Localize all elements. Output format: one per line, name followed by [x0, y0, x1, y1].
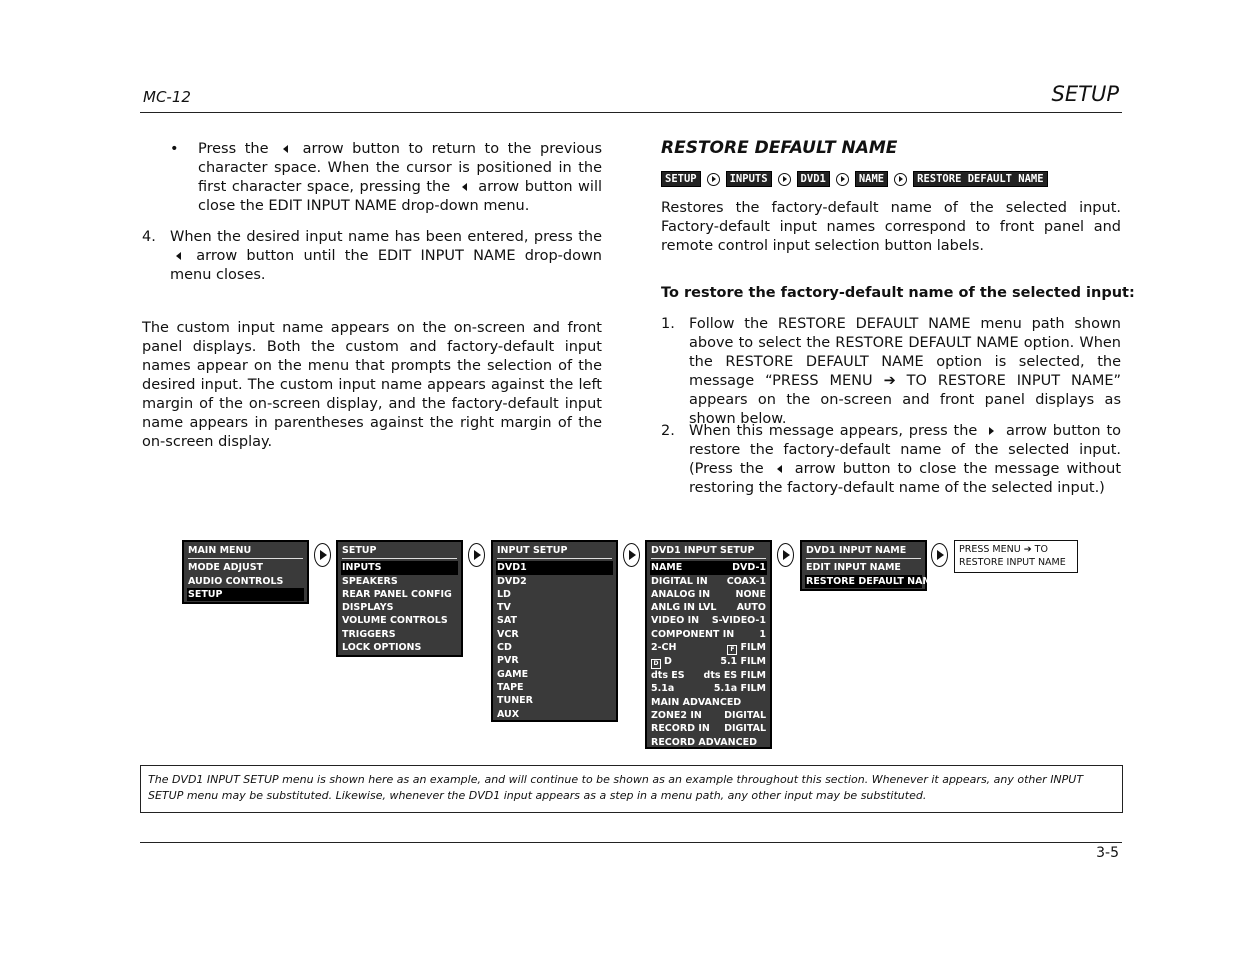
path-chip-setup: SETUP [661, 171, 701, 187]
menu-row [651, 709, 766, 722]
menu-title: MAIN MENU [188, 544, 303, 559]
row-value: NONE [735, 588, 766, 600]
note-box: The DVD1 INPUT SETUP menu is shown here as an example, and will continue to be shown as an example throughout this section. Whenever it appears, any other INPUT SETUP menu may be substituted. Likewise, whenever the DVD1 input appears as a step in a menu path, any other input may be substituted. [140, 765, 1123, 813]
row-value: 5.1 FILM [720, 656, 766, 668]
row-value: 5.1a FILM [713, 683, 766, 695]
model-label: MC-12 [143, 88, 191, 106]
step-4-text-a: When the desired input name has been entered, press the [170, 229, 602, 245]
row-label: dts ES [651, 670, 685, 682]
step-4-number: 4. [142, 229, 156, 245]
bullet-item [170, 140, 602, 216]
menu-item: LD [497, 588, 511, 600]
main-menu-panel [182, 540, 309, 604]
row-label: VIDEO IN [651, 615, 700, 627]
step-2-number: 2. [661, 423, 675, 439]
row-label: ANLG IN LVL [651, 602, 717, 614]
dvd1-input-setup-menu-panel [645, 540, 772, 749]
row-value: COAX-1 [726, 575, 766, 587]
menu-item: TV [497, 602, 511, 614]
chevron-right-icon [777, 543, 794, 567]
bullet-text-b: arrow button to return to the previous character space. When the cursor is positioned in the first character space, pressing the [198, 141, 603, 195]
film-mode-icon: F [727, 645, 737, 655]
row-value: AUTO [736, 602, 766, 614]
step-1-number: 1. [661, 316, 675, 332]
setup-menu-panel [336, 540, 463, 657]
left-arrow-icon [462, 183, 467, 191]
menu-row [651, 669, 766, 682]
page-number: 3-5 [1096, 845, 1119, 861]
message-line-1: PRESS MENU ➔ TO [959, 544, 1048, 555]
menu-item: DVD2 [497, 575, 527, 587]
menu-title: INPUT SETUP [497, 544, 612, 559]
row-label: RECORD IN [651, 723, 710, 735]
menu-item: TAPE [497, 681, 524, 693]
menu-item: LOCK OPTIONS [342, 642, 422, 654]
step-2-text-c: arrow button to close the message without restoring the factory-default name of the selected input.) [689, 461, 1122, 496]
input-setup-menu-panel [491, 540, 618, 722]
row-label: 5.1a [651, 683, 675, 695]
chevron-right-icon [836, 173, 849, 186]
custom-name-paragraph: The custom input name appears on the on-screen and front panel displays. Both the custom and factory-default input names appear on the menu that prompts the selection of the desired input. The custom input name appears against the left margin of the on-screen display, and the factory-default input name appears in parentheses against the right margin of the on-screen display. [142, 320, 602, 450]
menu-row [651, 641, 766, 655]
step-1 [661, 315, 1121, 429]
menu-row-selected [650, 561, 767, 574]
menu-item-selected: SETUP [187, 588, 304, 601]
menu-item: CD [497, 642, 512, 654]
chevron-right-icon [623, 543, 640, 567]
menu-row [651, 736, 766, 749]
right-arrow-icon [989, 427, 994, 435]
chevron-right-icon [707, 173, 720, 186]
menu-item-selected: RESTORE DEFAULT NAME [806, 575, 939, 587]
menu-item: VCR [497, 628, 519, 640]
row-value: DIGITAL [724, 709, 766, 721]
row-label: 2-CH [651, 642, 677, 654]
row-value: FILM [740, 642, 766, 654]
message-line-2: RESTORE INPUT NAME [959, 557, 1066, 568]
path-chip-dvd1: DVD1 [797, 171, 830, 187]
menu-row [651, 655, 766, 669]
menu-item: MODE ADJUST [188, 562, 264, 574]
menu-item: AUX [497, 708, 520, 720]
bullet-dot: • [170, 141, 179, 157]
menu-row [651, 682, 766, 695]
bullet-text-c: arrow button will close the EDIT INPUT NAME drop-down menu. [198, 179, 602, 214]
menu-item-selected: DVD1 [496, 561, 613, 574]
menu-item-selected: INPUTS [341, 561, 458, 574]
step-2-text-a: When this message appears, press the [689, 423, 978, 439]
menu-item: TRIGGERS [342, 628, 396, 640]
row-label: NAME [651, 562, 683, 574]
menu-item: TUNER [497, 695, 533, 707]
row-label: DIGITAL IN [651, 575, 708, 587]
menu-title: DVD1 INPUT SETUP [651, 544, 766, 559]
menu-item: REAR PANEL CONFIG [342, 588, 452, 600]
menu-row [651, 696, 766, 709]
intro-paragraph: Restores the factory-default name of the selected input. Factory-default input names correspond to front panel and remote control input selection button labels. [661, 200, 1121, 254]
menu-row [651, 628, 766, 641]
path-chip-inputs: INPUTS [726, 171, 772, 187]
row-label: ANALOG IN [651, 588, 711, 600]
row-label: MAIN ADVANCED [651, 696, 742, 708]
chevron-right-icon [931, 543, 948, 567]
path-chip-name: NAME [855, 171, 888, 187]
menu-item: SAT [497, 615, 517, 627]
step-4-text-b: arrow button until the EDIT INPUT NAME drop-down menu closes. [170, 248, 603, 283]
menu-row [651, 575, 766, 588]
menu-row [651, 601, 766, 614]
menu-title: SETUP [342, 544, 457, 559]
section-title: SETUP [1051, 82, 1119, 106]
menu-item: PVR [497, 655, 519, 667]
chevron-right-icon [468, 543, 485, 567]
header-rule [140, 112, 1122, 113]
path-chip-restore: RESTORE DEFAULT NAME [913, 171, 1047, 187]
step-1-text: Follow the RESTORE DEFAULT NAME menu path shown above to select the RESTORE DEFAULT NAME option. When the RESTORE DEFAULT NAME option is selected, the message “PRESS MENU ➔ TO RESTORE INPUT NAME” appears on the on-screen and front panel displays as shown below. [689, 316, 1121, 427]
row-value: S-VIDEO-1 [711, 615, 766, 627]
row-value: DIGITAL [724, 723, 766, 735]
left-arrow-icon [176, 252, 181, 260]
chevron-right-icon [894, 173, 907, 186]
bullet-text-a: Press the [198, 141, 269, 157]
row-value: DVD-1 [732, 562, 766, 574]
procedure-heading: To restore the factory-default name of the selected input: [661, 285, 1135, 301]
step-2-text-b: arrow button to restore the factory-default name of the selected input. (Press the [689, 423, 1122, 477]
restore-message-box [954, 540, 1078, 573]
row-label: RECORD ADVANCED [651, 736, 757, 748]
menu-item: AUDIO CONTROLS [188, 575, 284, 587]
menu-path [661, 171, 1048, 187]
row-label: ZONE2 IN [651, 709, 702, 721]
footer-rule [140, 842, 1122, 843]
menu-title: DVD1 INPUT NAME [806, 544, 921, 559]
row-value: 1 [759, 628, 766, 640]
menu-item: GAME [497, 668, 529, 680]
row-label: D [664, 656, 672, 668]
menu-row [651, 614, 766, 627]
menu-item: VOLUME CONTROLS [342, 615, 448, 627]
menu-row [651, 588, 766, 601]
dvd1-input-name-menu-panel [800, 540, 939, 591]
menu-item: DISPLAYS [342, 602, 394, 614]
section-heading: RESTORE DEFAULT NAME [661, 138, 898, 158]
menu-row [651, 722, 766, 735]
chevron-right-icon [314, 543, 331, 567]
menu-item: SPEAKERS [342, 575, 398, 587]
dolby-logo-icon: D [651, 659, 661, 669]
menu-item: EDIT INPUT NAME [806, 562, 901, 574]
row-label: COMPONENT IN [651, 628, 735, 640]
left-arrow-icon [283, 145, 288, 153]
step-4 [142, 228, 602, 285]
left-arrow-icon [777, 465, 782, 473]
step-2 [661, 422, 1121, 498]
row-value: dts ES FILM [703, 670, 766, 682]
chevron-right-icon [778, 173, 791, 186]
